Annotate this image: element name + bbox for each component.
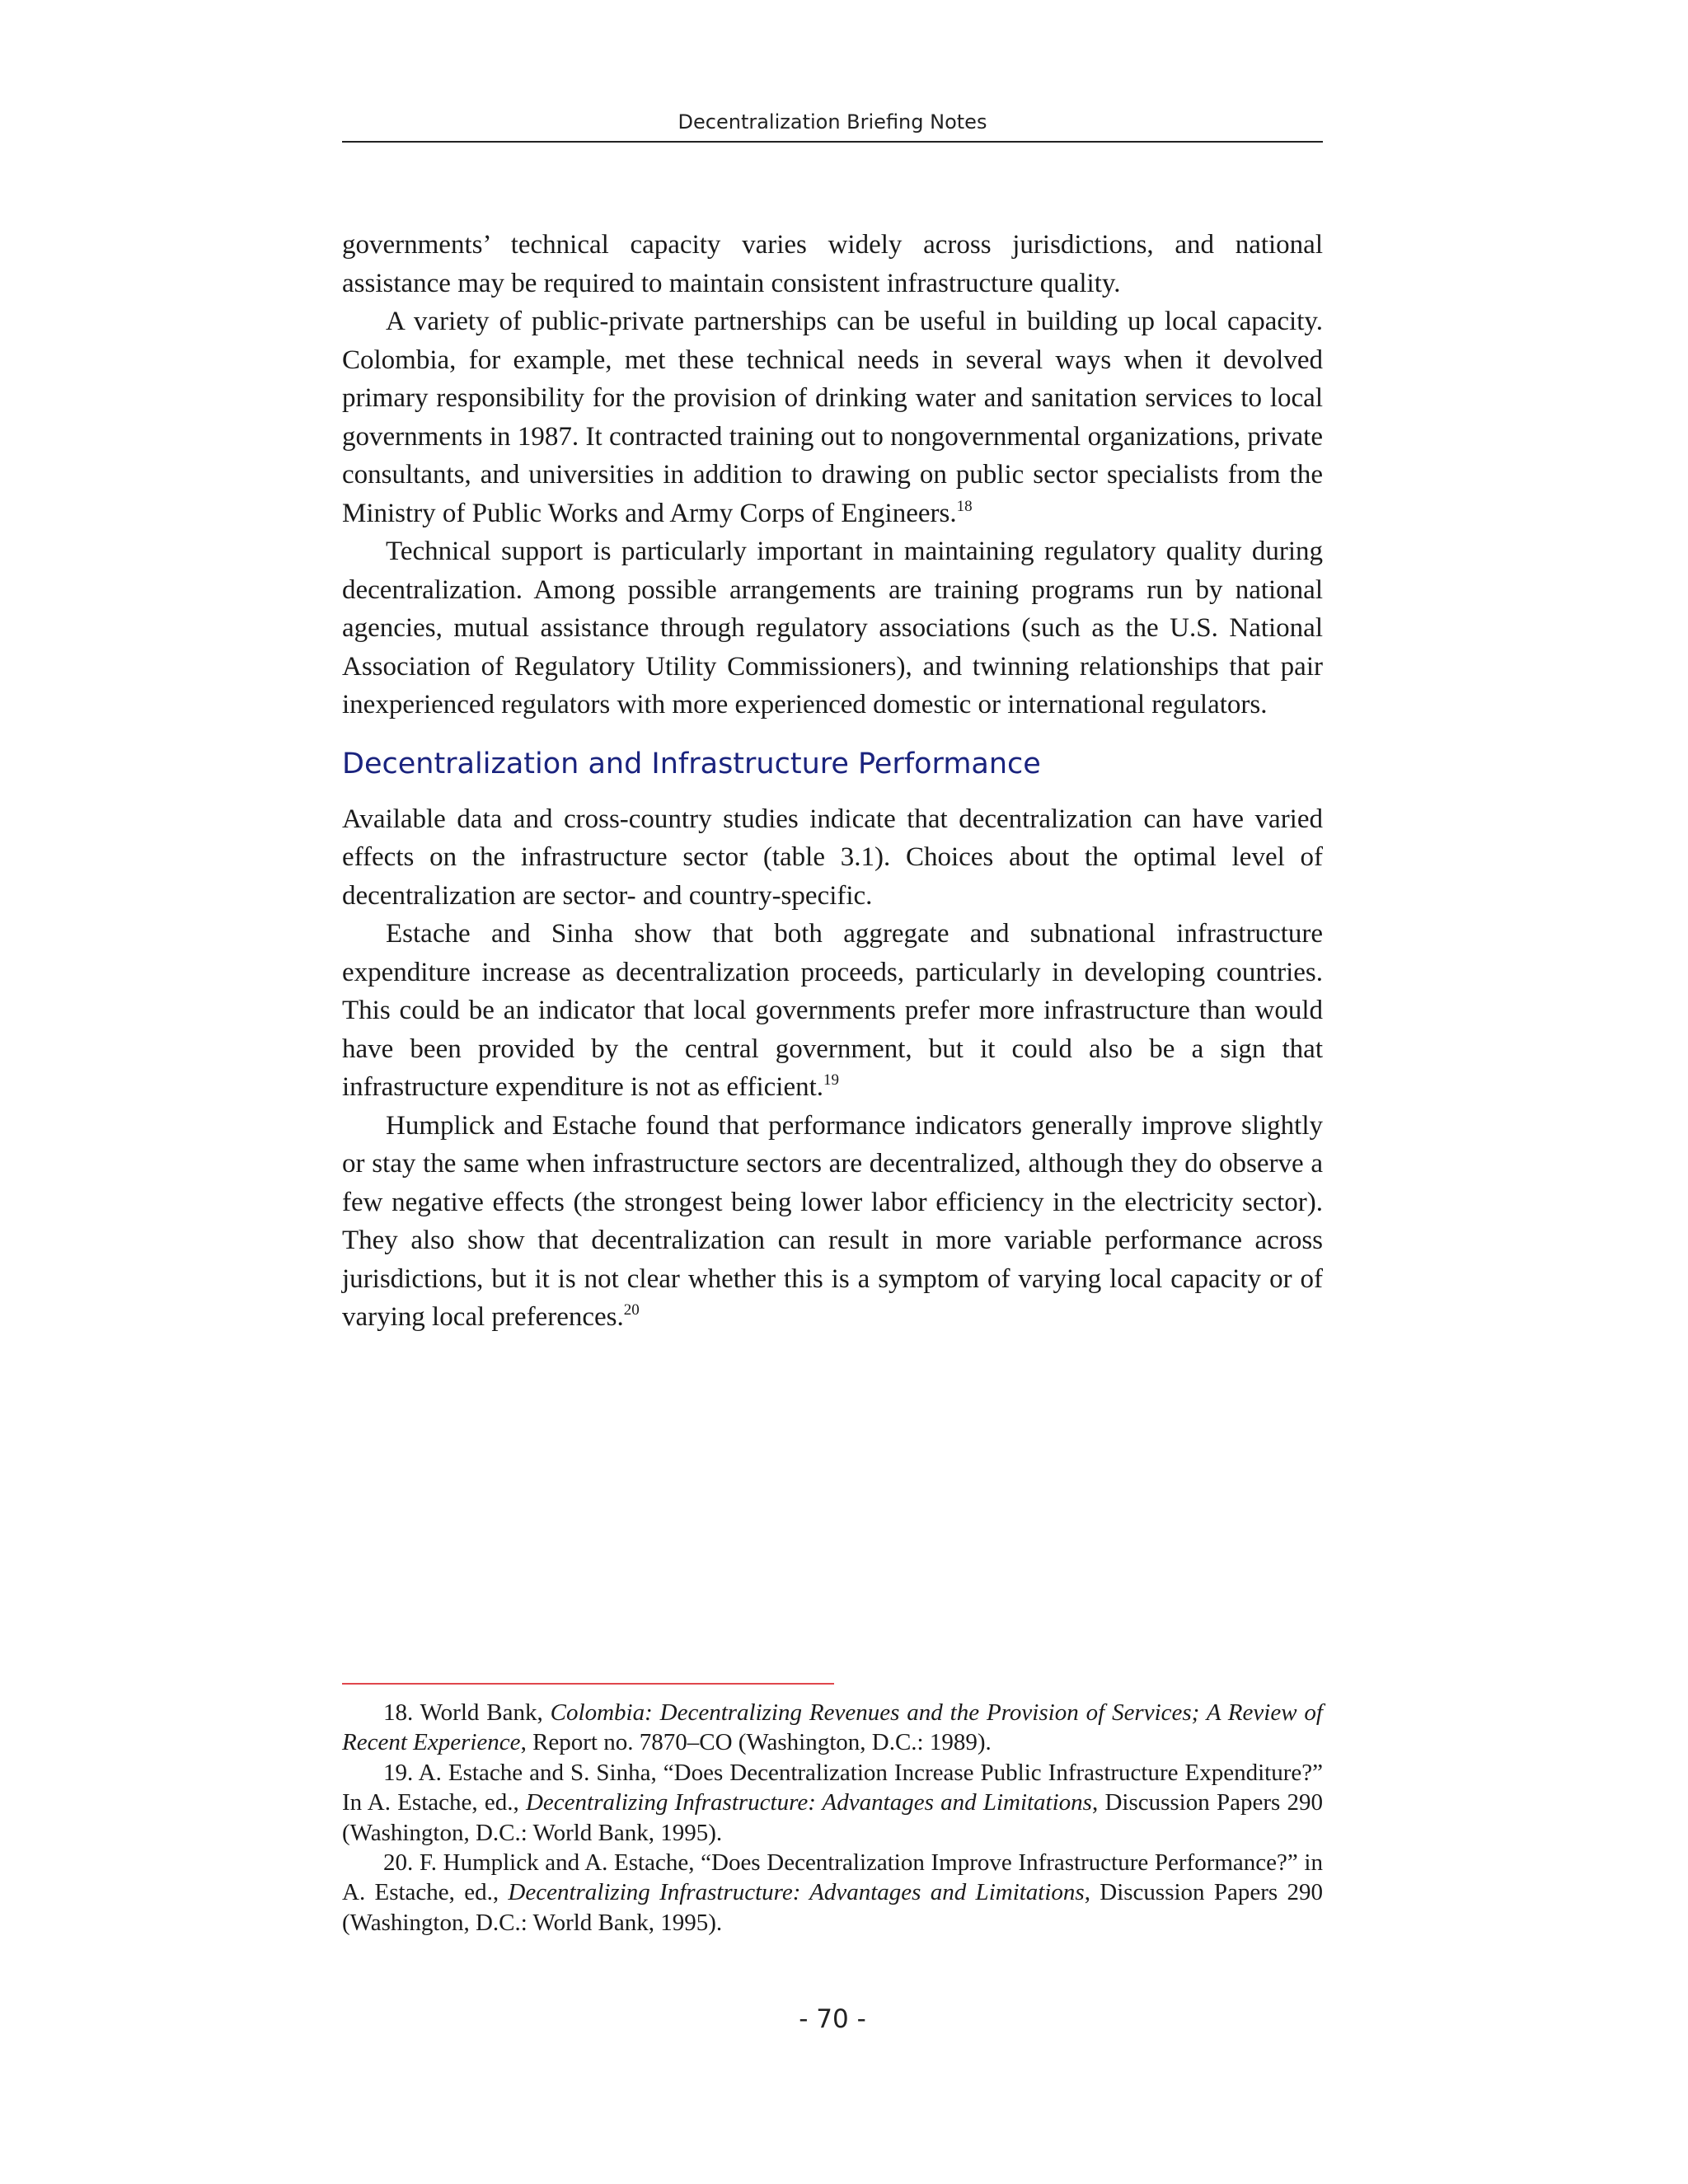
- page-number: - 70 -: [799, 2004, 866, 2034]
- body-text: [342, 226, 1323, 1337]
- footnotes: [342, 1698, 1323, 1938]
- footnote-19: [342, 1758, 1323, 1848]
- footnote-title: Decentralizing Infrastructure: Advantages and Limitations: [525, 1789, 1092, 1816]
- footnote-20: [342, 1848, 1323, 1938]
- paragraph: [342, 800, 1323, 916]
- footnote-text: 18. World Bank,: [383, 1699, 551, 1726]
- paragraph-text: Estache and Sinha show that both aggregate and subnational infrastructure expenditure increase as decentralization proceeds, particularly in developing countries. This could be an indicator that local governments prefer more infrastructure than would have been provided by the central government, but it could also be a sign that infrastructure expenditure is not as efficient.: [342, 919, 1323, 1102]
- paragraph-text: A variety of public-private partnerships can be useful in building up local capacity. Colombia, for example, met these technical needs in several ways when it devolved primary responsibility for the provision of drinking water and sanitation services to local governments in 1987. It contracted training out to nongovernmental organizations, private consultants, and universities in addition to drawing on public sector specialists from the Ministry of Public Works and Army Corps of Engineers.: [342, 307, 1323, 528]
- footnote-text: , Discussion Papers 290 (Washington, D.C.: World Bank, 1995).: [342, 1789, 1324, 1846]
- paragraph: [342, 1107, 1323, 1337]
- header-rule: [342, 141, 1323, 143]
- running-header: Decentralization Briefing Notes: [678, 110, 987, 134]
- footnote-title: Decentralizing Infrastructure: Advantages and Limitations: [508, 1879, 1085, 1906]
- footnote-text: , Report no. 7870–CO (Washington, D.C.: 1989).: [520, 1729, 992, 1756]
- paragraph: [342, 915, 1323, 1107]
- footnote-ref-20: 20: [623, 1301, 640, 1319]
- section-heading: Decentralization and Infrastructure Performance: [342, 747, 1041, 780]
- paragraph-text: Technical support is particularly important in maintaining regulatory quality during decentralization. Among possible arrangements are training programs run by national agencies, mutual assistance through regulatory associations (such as the U.S. National Association of Regulatory Utility Commissioners), and twinning relationships that pair inexperienced regulators with more experienced domestic or international regulators.: [342, 537, 1323, 719]
- footnote-text: 20. F. Humplick and A. Estache, “Does Decentralization Improve Infrastructure Performance?” in A. Estache, ed.,: [342, 1849, 1323, 1906]
- paragraph-text: governments’ technical capacity varies widely across jurisdictions, and national assistance may be required to maintain consistent infrastructure quality.: [342, 230, 1323, 298]
- paragraph: [342, 532, 1323, 724]
- paragraph-text: Available data and cross-country studies indicate that decentralization can have varied effects on the infrastructure sector (table 3.1). Choices about the optimal level of decentralization are sector- and country-specific.: [342, 804, 1323, 911]
- footnote-title: Colombia: Decentralizing Revenues and the Provision of Services; A Review of Recent Experience: [342, 1699, 1323, 1756]
- footnote-ref-18: 18: [956, 497, 973, 515]
- footnote-separator: [342, 1683, 834, 1685]
- footnote-ref-19: 19: [823, 1071, 840, 1089]
- document-page: [342, 0, 1323, 2184]
- footnote-18: [342, 1698, 1323, 1758]
- paragraph: [342, 302, 1323, 532]
- paragraph: [342, 226, 1323, 302]
- footnote-text: , Discussion Papers 290 (Washington, D.C.: World Bank, 1995).: [342, 1879, 1323, 1936]
- footnote-text: 19. A. Estache and S. Sinha, “Does Decentralization Increase Public Infrastructure Expenditure?” In A. Estache, ed.,: [342, 1759, 1323, 1816]
- paragraph-text: Humplick and Estache found that performance indicators generally improve slightly or stay the same when infrastructure sectors are decentralized, although they do observe a few negative effects (the strongest being lower labor efficiency in the electricity sector). They also show that decentralization can result in more variable performance across jurisdictions, but it is not clear whether this is a symptom of varying local capacity or of varying local preferences.: [342, 1110, 1323, 1332]
